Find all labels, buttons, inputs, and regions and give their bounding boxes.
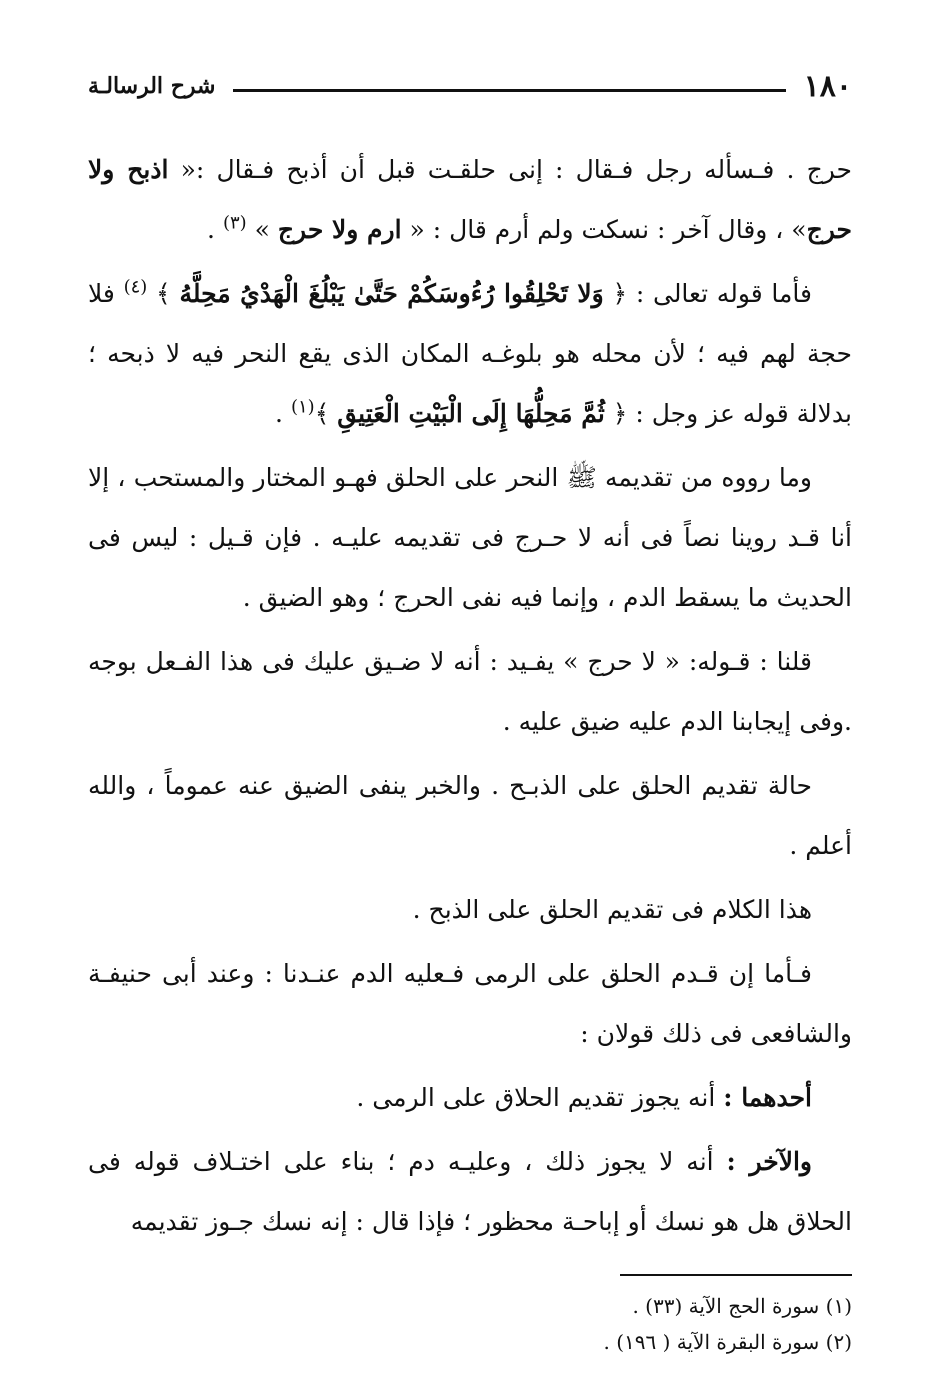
footnote-ref: (٤) bbox=[123, 276, 148, 298]
footnote-ref: (٣) bbox=[222, 212, 247, 234]
footnote-2: (٢) سورة البقرة الآية ( ١٩٦) . bbox=[603, 1330, 852, 1354]
footnote-1: (١) سورة الحج الآية (٣٣) . bbox=[632, 1294, 852, 1318]
text-segment: » ، وقال آخر : نسكت ولم أرم قال : « bbox=[401, 215, 807, 244]
paragraph-lead: أحدهما : bbox=[723, 1083, 812, 1112]
quran-quote: ثُمَّ مَحِلُّهَا إِلَى الْبَيْتِ الْعَتِيقِ bbox=[337, 399, 605, 428]
document-page bbox=[88, 62, 852, 1362]
quran-quote: وَلا تَحْلِقُوا رُءُوسَكُمْ حَتَّىٰ يَبْلُغَ الْهَدْيُ مَحِلَّهُ bbox=[179, 279, 604, 308]
paragraph-1 bbox=[88, 140, 852, 260]
header-rule bbox=[233, 89, 785, 92]
text-segment: أنه يجوز تقديم الحلاق على الرمى . bbox=[356, 1083, 724, 1112]
text-segment: ﴾ bbox=[314, 399, 338, 428]
paragraph-8 bbox=[88, 1068, 852, 1128]
paragraph-4: قلنا : قـوله: « لا حرج » يفـيد : أنه لا ضـيق عليك فى هذا الفـعل بوجه .وفى إيجابنا الدم عليه ضيق عليه . bbox=[88, 647, 852, 736]
paragraph-6: هذا الكلام فى تقديم الحلق على الذبح . bbox=[412, 895, 812, 924]
text-segment: . bbox=[207, 215, 223, 244]
text-segment: فأما قوله تعالى : ﴿ bbox=[603, 279, 812, 308]
page-header bbox=[88, 62, 852, 110]
hadith-quote: ارم ولا حرج bbox=[277, 215, 402, 244]
text-segment: حرج . فـسأله رجل فـقال : إنى حلقـت قبل أن أذبح فـقال :« bbox=[168, 155, 852, 184]
hadith-quote: اذبح ولا حرج bbox=[88, 155, 852, 244]
text-segment: أنه لا يجوز ذلك ، وعليـه دم ؛ بناء على اختـلاف قوله فى الحلاق هل هو نسك أو إباحـة محظور ؛ فإذا قال : إنه نسك جـوز تقديمه bbox=[88, 1147, 852, 1236]
footnotes bbox=[88, 1288, 852, 1360]
footnote-rule bbox=[620, 1274, 852, 1276]
paragraph-lead: والآخر : bbox=[726, 1147, 812, 1176]
footnote-ref: (١) bbox=[290, 396, 315, 418]
text-segment: » bbox=[246, 215, 278, 244]
text-segment: ﴾ bbox=[147, 279, 180, 308]
paragraph-3: وما رووه من تقديمه ﷺ النحر على الحلق فهـو المختار والمستحب ، إلا أنا قـد روينا نصاً فى أنه لا حـرج فى تقديمه عليـه . فإن قـيل : ليس فى الحديث ما يسقط الدم ، وإنما فيه نفى الحرج ؛ وهو الضيق . bbox=[88, 463, 852, 612]
paragraph-5: حالة تقديم الحلق على الذبـح . والخبر ينفى الضيق عنه عموماً ، والله أعلم . bbox=[88, 771, 852, 860]
text-segment: فلا حجة لهم فيه ؛ لأن محله هو بلوغـه المكان الذى يقع النحر فيه لا ذبحه ؛ بدلالة قوله عز وجل : ﴿ bbox=[88, 279, 852, 428]
paragraph-7: فـأما إن قـدم الحلق على الرمى فـعليه الدم عنـدنا : وعند أبى حنيفـة والشافعى فى ذلك قولان : bbox=[88, 959, 852, 1048]
paragraph-9 bbox=[88, 1132, 852, 1252]
paragraph-2 bbox=[88, 264, 852, 444]
body-text bbox=[88, 140, 852, 1252]
text-segment: . bbox=[275, 399, 291, 428]
page-number: ١٨٠ bbox=[803, 68, 852, 104]
running-title: شرح الرسالـة bbox=[88, 73, 216, 99]
